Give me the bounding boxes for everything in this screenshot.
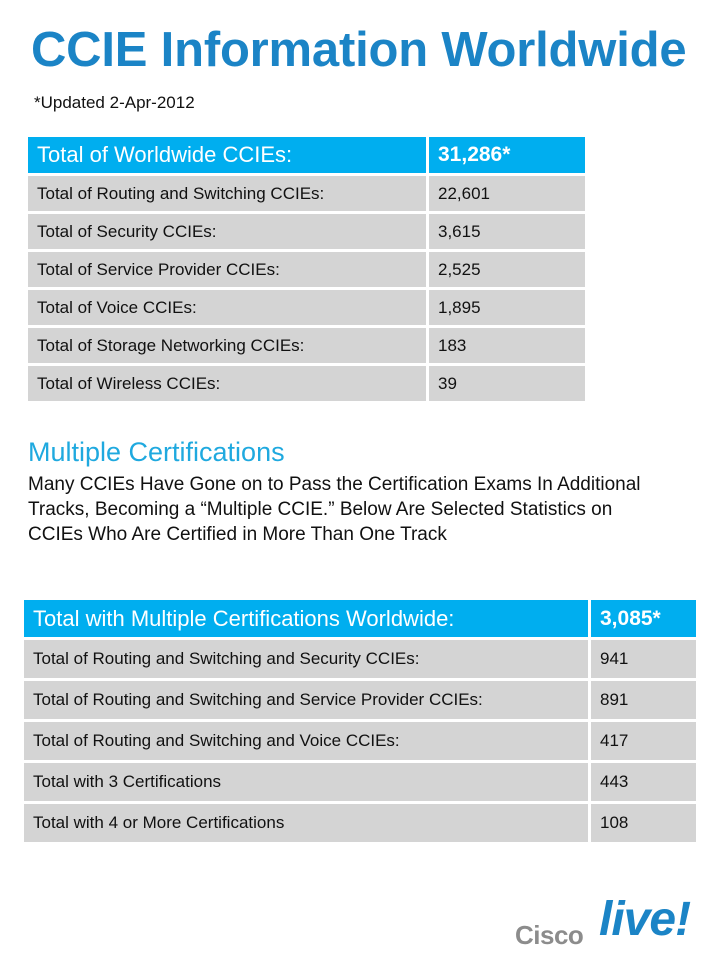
worldwide-ccie-table bbox=[25, 134, 588, 404]
table-header-row bbox=[24, 600, 696, 637]
table-row bbox=[24, 640, 696, 678]
table-row bbox=[28, 252, 585, 287]
row-label: Total of Storage Networking CCIEs: bbox=[28, 328, 426, 363]
multiple-certifications-heading: Multiple Certifications bbox=[28, 437, 285, 467]
table-row bbox=[28, 176, 585, 211]
page-title: CCIE Information Worldwide bbox=[31, 23, 687, 77]
multiple-certifications-table bbox=[21, 597, 699, 845]
multiple-total-value: 3,085* bbox=[591, 600, 696, 637]
row-value: 39 bbox=[429, 366, 585, 401]
row-label: Total of Service Provider CCIEs: bbox=[28, 252, 426, 287]
row-label: Total of Routing and Switching CCIEs: bbox=[28, 176, 426, 211]
row-label: Total of Voice CCIEs: bbox=[28, 290, 426, 325]
table-row bbox=[28, 290, 585, 325]
worldwide-total-label: Total of Worldwide CCIEs: bbox=[28, 137, 426, 173]
row-value: 941 bbox=[591, 640, 696, 678]
cisco-wordmark: Cisco bbox=[515, 920, 584, 950]
multiple-total-label: Total with Multiple Certifications Worldwide: bbox=[24, 600, 588, 637]
row-label: Total with 3 Certifications bbox=[24, 763, 588, 801]
multiple-certifications-description: Many CCIEs Have Gone on to Pass the Certification Exams In Additional Tracks, Becoming a “Multiple CCIE.” Below Are Selected Statistics on CCIEs Who Are Certified in More Than One Track bbox=[28, 474, 641, 545]
table-row bbox=[24, 722, 696, 760]
row-label: Total of Security CCIEs: bbox=[28, 214, 426, 249]
worldwide-total-value: 31,286* bbox=[429, 137, 585, 173]
table-row bbox=[28, 328, 585, 363]
row-value: 22,601 bbox=[429, 176, 585, 211]
cisco-live-logo bbox=[515, 890, 695, 950]
row-label: Total of Routing and Switching and Voice CCIEs: bbox=[24, 722, 588, 760]
row-value: 1,895 bbox=[429, 290, 585, 325]
row-label: Total of Routing and Switching and Service Provider CCIEs: bbox=[24, 681, 588, 719]
live-wordmark: live! bbox=[599, 893, 691, 946]
row-value: 891 bbox=[591, 681, 696, 719]
updated-note: *Updated 2-Apr-2012 bbox=[34, 93, 195, 112]
table-row bbox=[28, 214, 585, 249]
table-row bbox=[24, 804, 696, 842]
row-label: Total with 4 or More Certifications bbox=[24, 804, 588, 842]
table-header-row bbox=[28, 137, 585, 173]
row-value: 443 bbox=[591, 763, 696, 801]
table-row bbox=[24, 763, 696, 801]
row-label: Total of Routing and Switching and Security CCIEs: bbox=[24, 640, 588, 678]
row-value: 183 bbox=[429, 328, 585, 363]
table-row bbox=[28, 366, 585, 401]
row-value: 417 bbox=[591, 722, 696, 760]
row-label: Total of Wireless CCIEs: bbox=[28, 366, 426, 401]
row-value: 2,525 bbox=[429, 252, 585, 287]
row-value: 3,615 bbox=[429, 214, 585, 249]
row-value: 108 bbox=[591, 804, 696, 842]
table-row bbox=[24, 681, 696, 719]
